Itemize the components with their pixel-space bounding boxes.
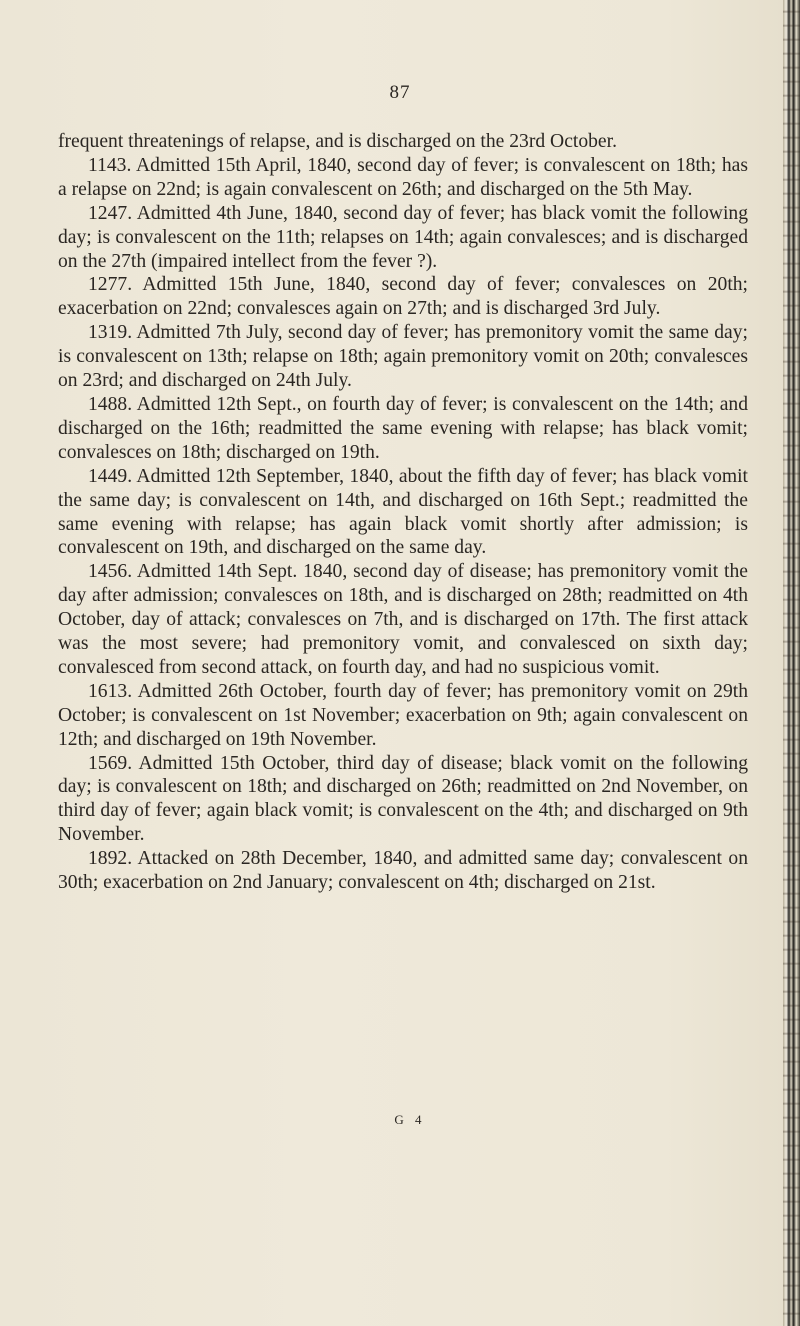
page-number: 87 [389,82,411,103]
case-paragraph-1456: 1456. Admitted 14th Sept. 1840, second day of disease; has premonitory vomit the day after admission; convalesces on 18th, and is discharged on 28th; readmitted on 4th October, day of attack; convalesces on 7th, and is discharged on 17th. The first attack was the most severe; had premonitory vomit, and convalesced on sixth day; convalesced from second attack, on fourth day, and had no suspicious vomit. [58,561,748,678]
book-binding-edge [783,0,800,1326]
case-paragraph-1613: 1613. Admitted 26th October, fourth day of fever; has premonitory vomit on 29th October; is convalescent on 1st November; exacerbation on 9th; again convalescent on 12th; and discharged on 19th November. [58,680,748,750]
paragraph-continuation: frequent threatenings of relapse, and is discharged on the 23rd October. [58,131,617,152]
case-paragraph-1892: 1892. Attacked on 28th December, 1840, and admitted same day; convalescent on 30th; exacerbation on 2nd January; convalescent on 4th; discharged on 21st. [58,848,748,894]
case-paragraph-1277: 1277. Admitted 15th June, 1840, second day of fever; convalesces on 20th; exacerbation on 22nd; convalesces again on 27th; and is discharged 3rd July. [58,274,748,320]
case-paragraph-1569: 1569. Admitted 15th October, third day of disease; black vomit on the following day; is convalescent on 18th; and discharged on 26th; readmitted on 2nd November, on third day of fever; again black vomit; is convalescent on the 4th; and discharged on 9th November. [58,752,748,846]
case-paragraph-1319: 1319. Admitted 7th July, second day of fever; has premonitory vomit the same day; is convalescent on 13th; relapse on 18th; again premonitory vomit on 20th; convalesces on 23rd; and discharged on 24th July. [58,322,748,392]
case-paragraph-1449: 1449. Admitted 12th September, 1840, about the fifth day of fever; has black vomit the same day; is convalescent on 14th, and discharged on 16th Sept.; readmitted the same evening with relapse; has again black vomit shortly after admission; is convalescent on 19th, and discharged on the same day. [58,465,748,559]
case-paragraph-1488: 1488. Admitted 12th Sept., on fourth day of fever; is convalescent on the 14th; and discharged on the 16th; readmitted the same evening with relapse; has black vomit; convalesces on 18th; discharged on 19th. [58,393,748,463]
case-paragraph-1247: 1247. Admitted 4th June, 1840, second day of fever; has black vomit the following day; is convalescent on the 11th; relapses on 14th; again convalesces; and is discharged on the 27th (impaired intellect from the fever ?). [58,202,748,272]
case-paragraph-1143: 1143. Admitted 15th April, 1840, second day of fever; is convalescent on 18th; has a relapse on 22nd; is again convalescent on 26th; and discharged on the 5th May. [58,154,748,200]
signature-mark: G 4 [394,1112,426,1127]
case-notes-text [58,130,748,895]
